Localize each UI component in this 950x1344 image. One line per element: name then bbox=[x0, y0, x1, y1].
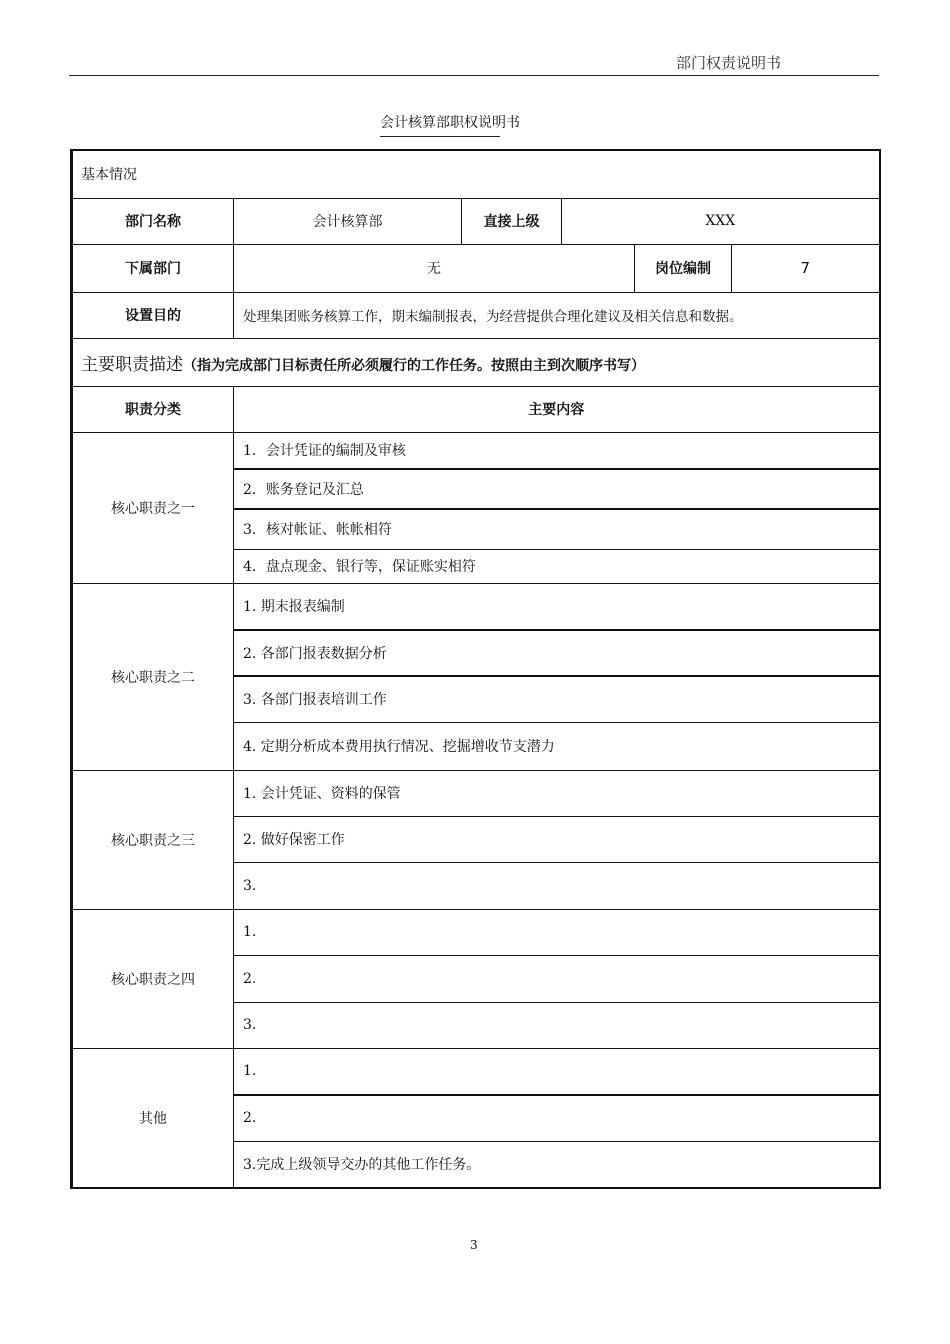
duties-section-title: 主要职责描述 bbox=[81, 354, 183, 375]
duty-item: 3.完成上级领导交办的其他工作任务。 bbox=[234, 1141, 880, 1188]
duties-section-cell bbox=[72, 338, 880, 386]
headcount-value: 7 bbox=[732, 244, 880, 292]
basic-section-row bbox=[72, 150, 880, 198]
responsibility-table bbox=[70, 149, 881, 1189]
subordinate-label: 下属部门 bbox=[72, 244, 234, 292]
duty-row bbox=[72, 909, 880, 955]
dept-name-value: 会计核算部 bbox=[234, 198, 462, 244]
content-column-header: 主要内容 bbox=[234, 386, 880, 432]
basic-section-title: 基本情况 bbox=[72, 150, 880, 198]
duty-item: 1. 会计凭证、资料的保管 bbox=[234, 770, 880, 816]
header-rule bbox=[69, 75, 879, 76]
duty-category: 其他 bbox=[72, 1048, 234, 1188]
dept-name-label: 部门名称 bbox=[72, 198, 234, 244]
dept-name-row bbox=[72, 198, 880, 244]
headcount-label: 岗位编制 bbox=[635, 244, 732, 292]
duty-item: 4．盘点现金、银行等，保证账实相符 bbox=[234, 549, 880, 583]
page-number: 3 bbox=[470, 1238, 478, 1252]
duty-category: 核心职责之一 bbox=[72, 432, 234, 583]
subordinate-row bbox=[72, 244, 880, 292]
subordinate-value: 无 bbox=[234, 244, 635, 292]
duty-row bbox=[72, 1048, 880, 1095]
superior-value: XXX bbox=[562, 198, 880, 244]
purpose-row bbox=[72, 292, 880, 338]
title-underline bbox=[380, 136, 500, 137]
category-column-header: 职责分类 bbox=[72, 386, 234, 432]
duty-item: 2．账务登记及汇总 bbox=[234, 469, 880, 509]
page-header-title: 部门权责说明书 bbox=[676, 54, 782, 72]
duty-item: 3. bbox=[234, 1002, 880, 1048]
duty-item: 2. 做好保密工作 bbox=[234, 816, 880, 862]
duty-item: 3．核对帐证、帐帐相符 bbox=[234, 509, 880, 549]
duty-item: 4. 定期分析成本费用执行情况、挖掘增收节支潜力 bbox=[234, 722, 880, 770]
duty-category: 核心职责之四 bbox=[72, 909, 234, 1048]
duty-item: 1. bbox=[234, 1048, 880, 1095]
duty-row bbox=[72, 583, 880, 630]
duties-section-note: （指为完成部门目标责任所必须履行的工作任务。按照由主到次顺序书写） bbox=[183, 357, 645, 374]
duty-item: 2. 各部门报表数据分析 bbox=[234, 630, 880, 676]
duty-item: 2. bbox=[234, 1095, 880, 1141]
duty-item: 1．会计凭证的编制及审核 bbox=[234, 432, 880, 469]
document-title: 会计核算部职权说明书 bbox=[380, 115, 520, 131]
duty-category: 核心职责之二 bbox=[72, 583, 234, 770]
duty-row bbox=[72, 770, 880, 816]
duties-header-row bbox=[72, 386, 880, 432]
duty-category: 核心职责之三 bbox=[72, 770, 234, 909]
duty-item: 1. bbox=[234, 909, 880, 955]
duty-item: 1. 期末报表编制 bbox=[234, 583, 880, 630]
purpose-value: 处理集团账务核算工作，期末编制报表，为经营提供合理化建议及相关信息和数据。 bbox=[234, 292, 880, 338]
purpose-label: 设置目的 bbox=[72, 292, 234, 338]
duty-row bbox=[72, 432, 880, 469]
duties-section-row bbox=[72, 338, 880, 386]
duty-item: 3. 各部门报表培训工作 bbox=[234, 676, 880, 722]
duty-item: 3. bbox=[234, 862, 880, 909]
duty-item: 2. bbox=[234, 955, 880, 1002]
superior-label: 直接上级 bbox=[462, 198, 562, 244]
